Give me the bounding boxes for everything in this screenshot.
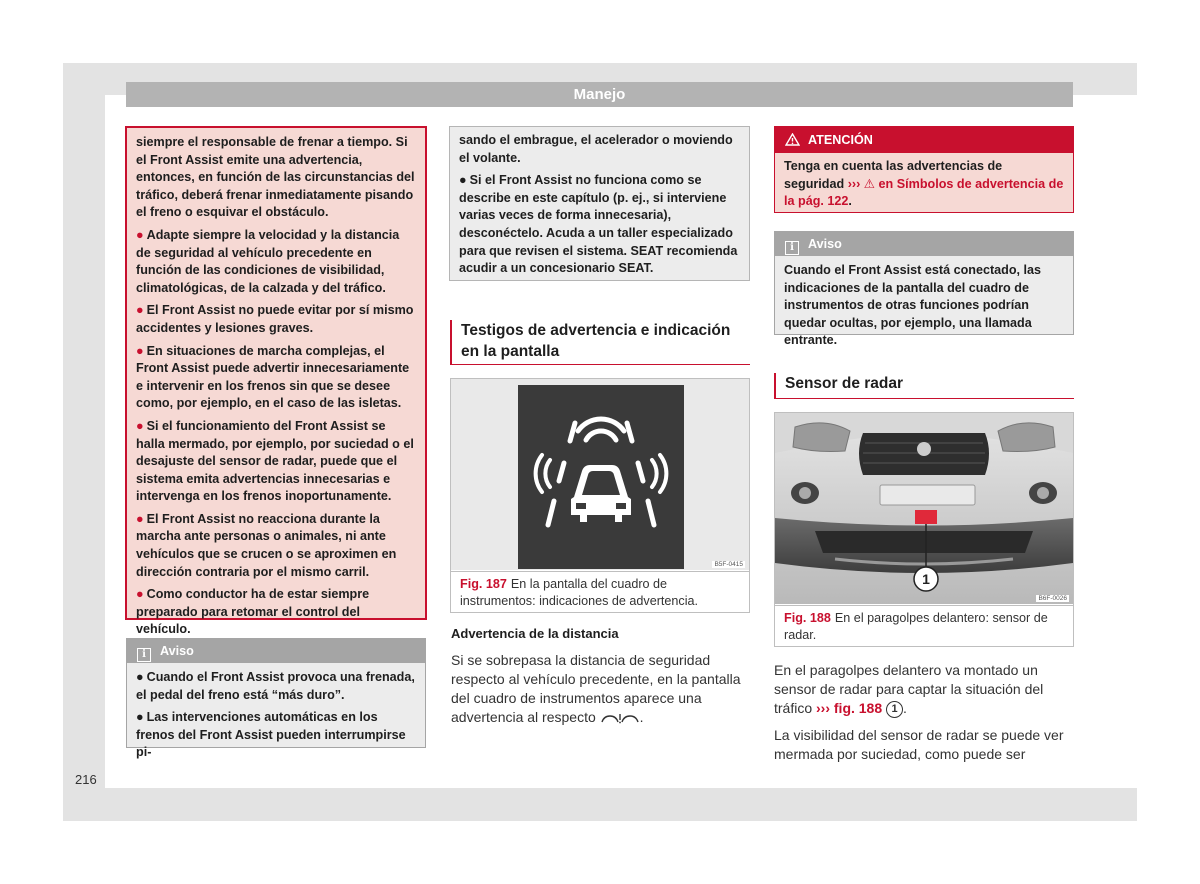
item-text: Adapte siempre la velocidad y la distancia de seguridad al vehículo precedente en función de las condiciones de visibilidad, climatológicas, de la calzada y del tráfico. (136, 227, 400, 295)
callout-badge: 1 (886, 701, 903, 718)
bullet-item (136, 227, 416, 297)
aviso-title: Aviso (160, 644, 194, 658)
aviso-box-col1 (126, 638, 426, 760)
atencion-box (774, 126, 1074, 213)
bullet-item (136, 709, 416, 762)
bullet-item (136, 302, 416, 337)
info-icon: i (137, 648, 151, 662)
figure-image-area (451, 379, 749, 570)
section-title-testigos (450, 320, 750, 365)
warning-continuation-box (125, 126, 427, 637)
atencion-text-end: . (848, 194, 852, 209)
bullet-icon: ● (136, 710, 144, 725)
atencion-link[interactable]: ››› ⚠ en Símbolos de advertencia de la pág. 122 (784, 176, 1064, 209)
item-text: Si el funcionamiento del Front Assist se halla mermado, por ejemplo, por suciedad o el desajuste del sensor de radar, puede que el sistema emita advertencias innecesarias e intervenga en los frenos inoportunamente. (136, 418, 414, 504)
page-number: 216 (75, 772, 97, 787)
bullet-item (136, 511, 416, 581)
bullet-item (136, 586, 416, 639)
aviso-box-col3 (774, 231, 1074, 348)
bullet-item (136, 669, 416, 704)
paragraph-distance-text: Si se sobrepasa la distancia de seguridad respecto al vehículo precedente, en la pantalla del cuadro de instrumentos aparece una advertencia al respecto (451, 652, 741, 725)
figure-caption-text: En la pantalla del cuadro de instrumentos: indicaciones de advertencia. (460, 577, 699, 608)
item-text: siempre el responsable de frenar a tiempo. Si el Front Assist emite una advertencia, entonces, en función de las circunstancias del tráfico, deberá frenar inmediatamente pisando el freno o esquivar el obstáculo. (136, 135, 415, 220)
figure-caption (775, 605, 1073, 648)
car-front-bumper-image (775, 413, 1073, 604)
paragraph-distance-end: . (639, 709, 644, 725)
bullet-item (136, 418, 416, 506)
bullet-icon: ● (136, 343, 144, 358)
figure-188 (774, 412, 1074, 647)
paragraph (136, 134, 416, 222)
aviso-header (127, 639, 425, 663)
paragraph-radar-1-text: En el paragolpes delantero va montado un sensor de radar para captar la situación del tráfico (774, 662, 1044, 716)
distance-warning-icon (518, 385, 684, 569)
paragraph-distance (451, 651, 746, 729)
section-title-sensor-radar: Sensor de radar (774, 373, 1074, 399)
callout-1: 1 (922, 571, 930, 587)
instrument-display (518, 385, 684, 569)
gray-continuation-box (449, 126, 750, 281)
info-icon: i (785, 241, 799, 255)
atencion-header (775, 127, 1073, 153)
figure-label: Fig. 188 (784, 611, 831, 625)
aviso-header (775, 232, 1073, 256)
item-text: Cuando el Front Assist provoca una frenada, el pedal del freno está “más duro”. (136, 670, 415, 702)
section-title-line1: Testigos de advertencia e indicación (461, 322, 731, 339)
paragraph-radar-1 (774, 661, 1072, 718)
bullet-icon: ● (136, 303, 144, 318)
figure-caption (451, 571, 749, 614)
item-text: sando el embrague, el acelerador o moviendo el volante. (459, 133, 733, 165)
item-text: Las intervenciones automáticas en los frenos del Front Assist pueden interrumpirse pi- (136, 710, 406, 760)
atencion-title: ATENCIÓN (808, 133, 873, 147)
bullet-icon: ● (136, 670, 144, 684)
warning-triangle-icon (785, 129, 800, 155)
fig-188-link[interactable]: ››› fig. 188 (816, 700, 883, 716)
item-text: Como conductor ha de estar siempre preparado para retomar el control del vehículo. (136, 587, 370, 637)
bullet-icon: ● (459, 173, 467, 188)
item-text: En situaciones de marcha complejas, el Front Assist puede advertir innecesariamente e intervenir en los frenos sin que se desee como, por ejemplo, en el caso de las isletas. (136, 343, 410, 411)
aviso-body (127, 663, 425, 773)
paragraph-radar-2: La visibilidad del sensor de radar se puede ver mermada por suciedad, como puede ser (774, 727, 1064, 762)
paragraph-radar-1-end: . (903, 700, 907, 716)
figure-code: B5F-0415 (714, 561, 743, 568)
figure-code: B6F-0026 (1038, 595, 1067, 602)
aviso-title: Aviso (808, 237, 842, 251)
figure-caption-text: En el paragolpes delantero: sensor de radar. (784, 611, 1048, 642)
item-text: El Front Assist no puede evitar por sí mismo accidentes y lesiones graves. (136, 303, 414, 335)
paragraph (459, 132, 740, 167)
section-title-line2: en la pantalla (461, 343, 560, 360)
figure-label: Fig. 187 (460, 577, 507, 591)
bullet-icon: ● (136, 227, 144, 242)
bullet-icon: ● (136, 418, 144, 433)
atencion-body (775, 153, 1073, 216)
subhead-distance: Advertencia de la distancia (451, 626, 619, 641)
bullet-icon: ● (136, 511, 144, 526)
figure-187 (450, 378, 750, 613)
item-text: El Front Assist no reacciona durante la marcha ante personas o animales, ni ante vehículos que se crucen o se aproximen en dirección contraria por el mismo carril. (136, 511, 397, 579)
bullet-icon: ● (136, 587, 144, 602)
aviso-body: Cuando el Front Assist está conectado, las indicaciones de la pantalla del cuadro de instrumentos de otras funciones podrían quedar ocultas, por ejemplo, una llamada entrante. (784, 263, 1042, 348)
bullet-item (459, 172, 740, 278)
chapter-header: Manejo (126, 82, 1073, 107)
distance-warning-symbol-icon (600, 710, 640, 729)
figure-image-area (775, 413, 1073, 604)
item-text: Si el Front Assist no funciona como se describe en este capítulo (p. ej., si interviene varias veces de forma innecesaria), desconéctelo. Acuda a un taller especializado para que revisen el sistema. SEAT recomienda acudir a un concesionario SEAT. (459, 173, 738, 276)
bullet-item (136, 343, 416, 413)
atencion-text: Tenga en cuenta las advertencias de seguridad (784, 159, 1003, 191)
